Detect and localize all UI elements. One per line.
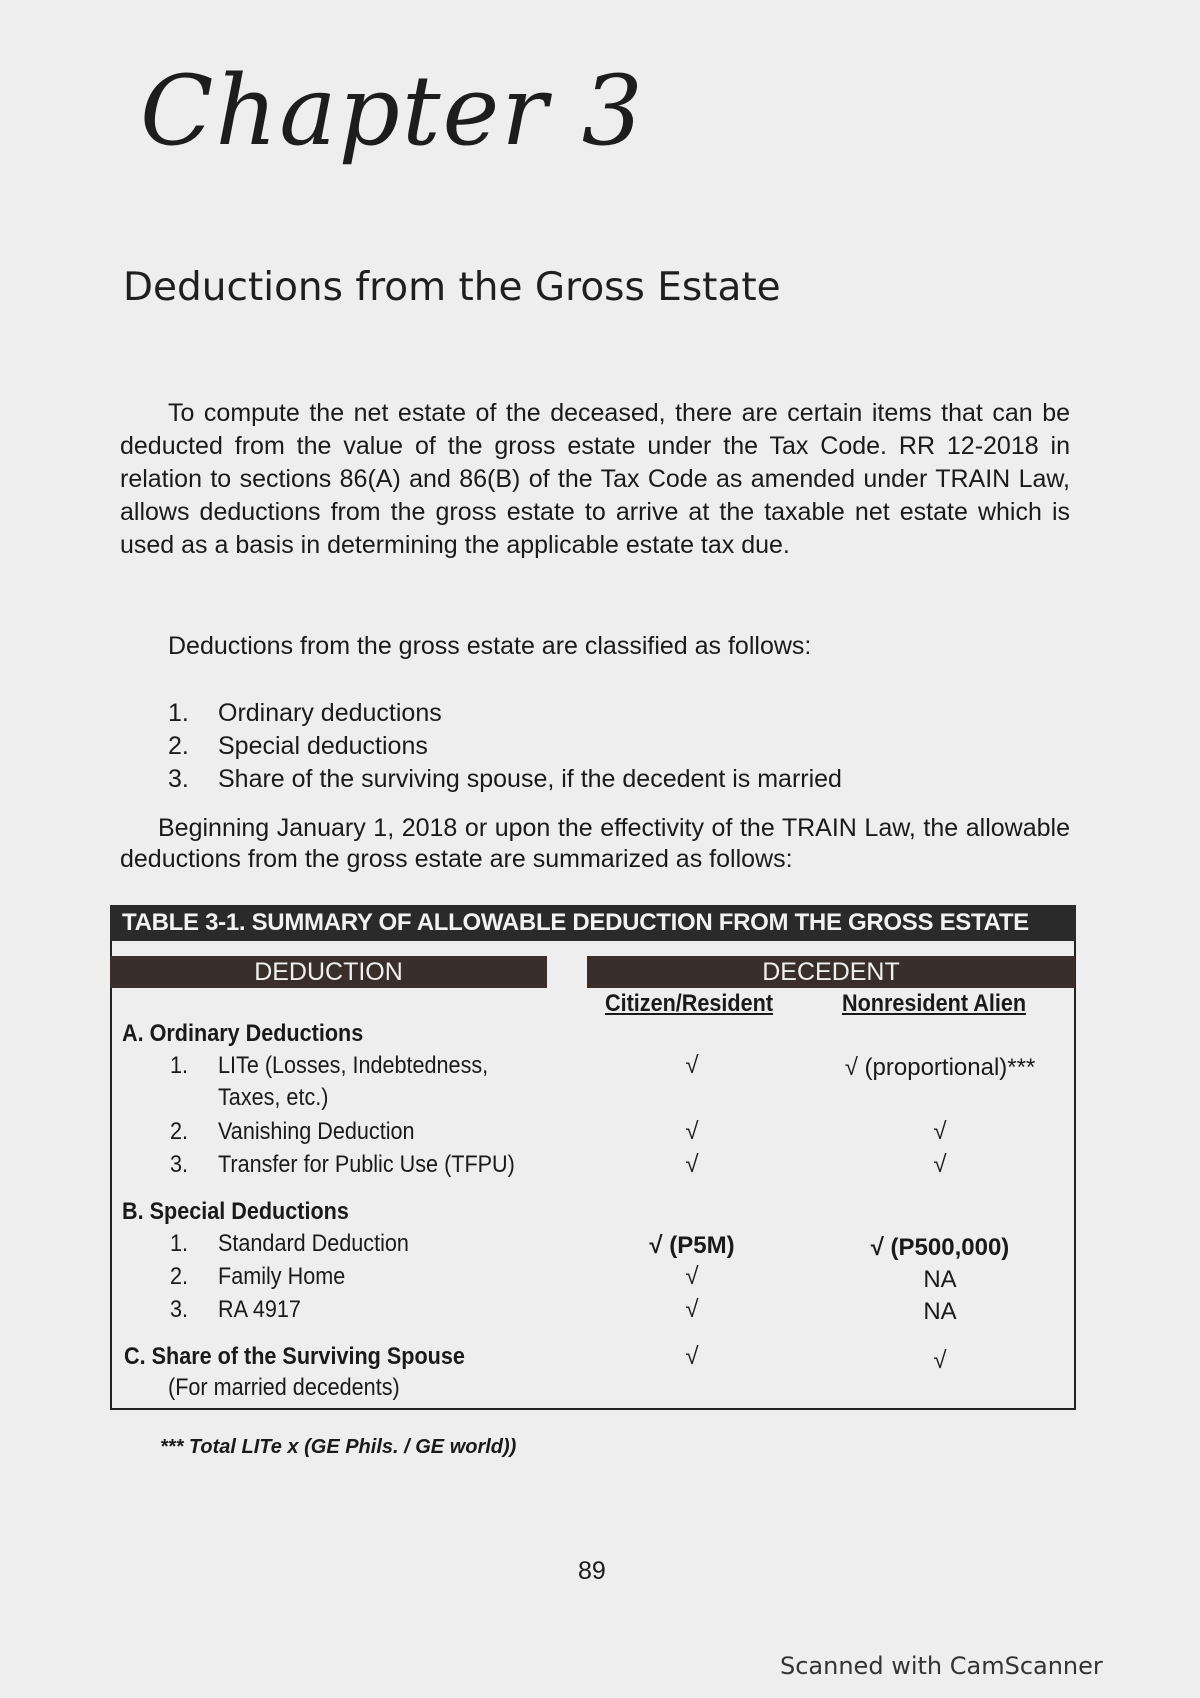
col-nonresident-alien: Nonresident Alien <box>842 990 1027 1017</box>
a1-nonresident: √ (proportional)*** <box>844 1054 1036 1081</box>
section-b-heading: B. Special Deductions <box>122 1198 349 1225</box>
summary-paragraph: Beginning January 1, 2018 or upon the effectivity of the TRAIN Law, the allowable deductions from the gross estate are summarized as follows: <box>120 814 1070 873</box>
classification-intro: Deductions from the gross estate are classified as follows: <box>168 632 812 660</box>
b2-nonresident: NA <box>923 1266 957 1293</box>
table-title: TABLE 3-1. SUMMARY OF ALLOWABLE DEDUCTION FROM THE GROSS ESTATE <box>110 905 1076 941</box>
c-citizen: √ <box>685 1343 699 1370</box>
a2-nonresident: √ <box>933 1118 947 1145</box>
a3-num: 3. <box>170 1151 189 1178</box>
a1-citizen: √ <box>685 1052 699 1079</box>
classification-list <box>168 697 842 796</box>
chapter-heading: Chapter 3 <box>140 55 645 167</box>
b1-label: Standard Deduction <box>218 1230 409 1257</box>
col-citizen-resident: Citizen/Resident <box>605 990 774 1017</box>
b2-citizen: √ <box>685 1263 699 1290</box>
a1-label: LITe (Losses, Indebtedness, <box>218 1052 489 1079</box>
a3-citizen: √ <box>685 1151 699 1178</box>
list-item: 3. Share of the surviving spouse, if the decedent is married <box>168 765 842 793</box>
header-deduction: DEDUCTION <box>110 956 547 988</box>
b2-label: Family Home <box>218 1263 346 1290</box>
a3-nonresident: √ <box>933 1151 947 1178</box>
table-footnote: *** Total LITe x (GE Phils. / GE world)) <box>160 1436 517 1458</box>
b3-citizen: √ <box>685 1296 699 1323</box>
section-a-heading: A. Ordinary Deductions <box>122 1020 364 1047</box>
c-nonresident: √ <box>933 1347 947 1374</box>
b1-num: 1. <box>170 1230 189 1257</box>
b3-num: 3. <box>170 1296 189 1323</box>
a2-citizen: √ <box>685 1118 699 1145</box>
a2-num: 2. <box>170 1118 189 1145</box>
b3-label: RA 4917 <box>218 1296 301 1323</box>
a3-label: Transfer for Public Use (TFPU) <box>218 1151 515 1178</box>
b1-citizen: √ (P5M) <box>649 1232 735 1259</box>
page-number: 89 <box>578 1557 606 1585</box>
section-c-heading: C. Share of the Surviving Spouse <box>124 1343 465 1370</box>
b1-nonresident: √ (P500,000) <box>870 1234 1010 1261</box>
list-item: 2. Special deductions <box>168 732 428 760</box>
b2-num: 2. <box>170 1263 189 1290</box>
a1-label-cont: Taxes, etc.) <box>218 1084 329 1111</box>
a2-label: Vanishing Deduction <box>218 1118 415 1145</box>
intro-paragraph: To compute the net estate of the deceased, there are certain items that can be deducted from the value of the gross estate under the Tax Code. RR 12-2018 in relation to sections 86(A) and 86(B) of the Tax Code as amended under TRAIN Law, allows deductions from the gross estate to arrive at the taxable net estate which is used as a basis in determining the applicable estate tax due. <box>120 399 1070 559</box>
section-c-note: (For married decedents) <box>168 1374 400 1401</box>
scanner-watermark: Scanned with CamScanner <box>780 1652 1103 1680</box>
a1-num: 1. <box>170 1052 189 1079</box>
b3-nonresident: NA <box>923 1298 957 1325</box>
list-item: 1. Ordinary deductions <box>168 699 442 727</box>
header-decedent: DECEDENT <box>587 956 1075 988</box>
section-title: Deductions from the Gross Estate <box>123 265 781 310</box>
